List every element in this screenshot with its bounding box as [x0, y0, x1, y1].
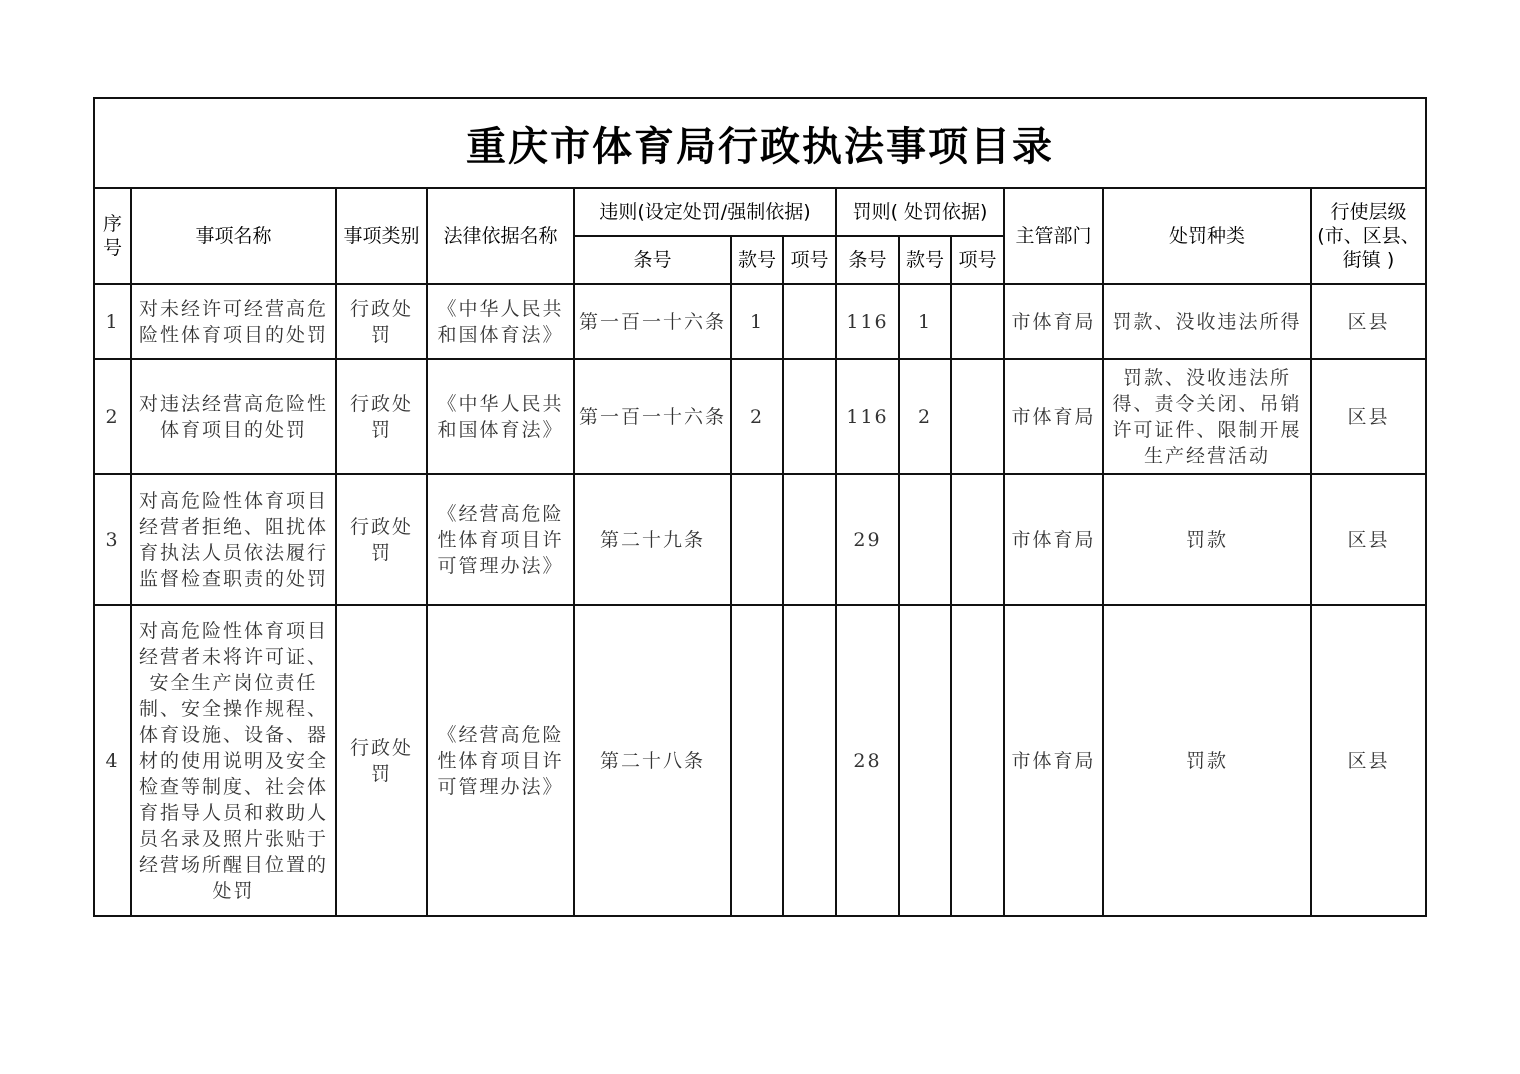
- cell-penalty-type: 罚款: [1103, 605, 1311, 916]
- cell-exercise-level: 区县: [1311, 359, 1426, 474]
- cell-item-name: 对未经许可经营高危险性体育项目的处罚: [131, 284, 336, 359]
- cell-p-clause: [899, 474, 951, 605]
- cell-exercise-level: 区县: [1311, 605, 1426, 916]
- cell-v-item: [783, 284, 836, 359]
- cell-exercise-level: 区县: [1311, 284, 1426, 359]
- document-title: 重庆市体育局行政执法事项目录: [94, 98, 1426, 188]
- cell-v-clause: [731, 605, 783, 916]
- enforcement-catalog-table: [93, 97, 1427, 917]
- cell-v-item: [783, 605, 836, 916]
- cell-item-name: 对高危险性体育项目经营者拒绝、阻扰体育执法人员依法履行监督检查职责的处罚: [131, 474, 336, 605]
- cell-p-clause: 1: [899, 284, 951, 359]
- cell-p-item: [951, 474, 1004, 605]
- cell-v-article: 第二十八条: [574, 605, 731, 916]
- cell-department: 市体育局: [1004, 474, 1103, 605]
- cell-p-clause: [899, 605, 951, 916]
- cell-p-article: 28: [836, 605, 899, 916]
- cell-exercise-level: 区县: [1311, 474, 1426, 605]
- cell-p-clause: 2: [899, 359, 951, 474]
- cell-item-category: 行政处罚: [336, 284, 427, 359]
- cell-v-clause: 2: [731, 359, 783, 474]
- header-row-1: [94, 188, 1426, 236]
- cell-p-article: 116: [836, 359, 899, 474]
- header-v-clause: 款号: [731, 236, 783, 284]
- cell-legal-basis-name: 《中华人民共和国体育法》: [427, 284, 574, 359]
- header-seq: 序号: [94, 188, 131, 284]
- cell-legal-basis-name: 《经营高危险性体育项目许可管理办法》: [427, 474, 574, 605]
- cell-v-item: [783, 359, 836, 474]
- header-item-name: 事项名称: [131, 188, 336, 284]
- cell-item-name: 对违法经营高危险性体育项目的处罚: [131, 359, 336, 474]
- cell-p-item: [951, 284, 1004, 359]
- cell-p-article: 116: [836, 284, 899, 359]
- header-p-article: 条号: [836, 236, 899, 284]
- cell-v-item: [783, 474, 836, 605]
- cell-p-item: [951, 605, 1004, 916]
- header-v-item: 项号: [783, 236, 836, 284]
- cell-seq: 3: [94, 474, 131, 605]
- cell-seq: 4: [94, 605, 131, 916]
- cell-seq: 1: [94, 284, 131, 359]
- header-penalty-type: 处罚种类: [1103, 188, 1311, 284]
- cell-v-article: 第一百一十六条: [574, 359, 731, 474]
- cell-v-clause: 1: [731, 284, 783, 359]
- cell-item-category: 行政处罚: [336, 474, 427, 605]
- cell-v-clause: [731, 474, 783, 605]
- cell-item-category: 行政处罚: [336, 605, 427, 916]
- cell-p-article: 29: [836, 474, 899, 605]
- cell-item-category: 行政处罚: [336, 359, 427, 474]
- cell-penalty-type: 罚款: [1103, 474, 1311, 605]
- header-department: 主管部门: [1004, 188, 1103, 284]
- header-p-clause: 款号: [899, 236, 951, 284]
- table-row: [94, 474, 1426, 605]
- cell-department: 市体育局: [1004, 359, 1103, 474]
- cell-penalty-type: 罚款、没收违法所得、责令关闭、吊销许可证件、限制开展生产经营活动: [1103, 359, 1311, 474]
- header-p-item: 项号: [951, 236, 1004, 284]
- table-row: [94, 605, 1426, 916]
- cell-legal-basis-name: 《经营高危险性体育项目许可管理办法》: [427, 605, 574, 916]
- cell-penalty-type: 罚款、没收违法所得: [1103, 284, 1311, 359]
- cell-v-article: 第一百一十六条: [574, 284, 731, 359]
- header-violation-group: 违则(设定处罚/强制依据): [574, 188, 836, 236]
- header-v-article: 条号: [574, 236, 731, 284]
- cell-item-name: 对高危险性体育项目经营者未将许可证、安全生产岗位责任制、安全操作规程、体育设施、设备、器材的使用说明及安全检查等制度、社会体育指导人员和救助人员名录及照片张贴于经营场所醒目位置的处罚: [131, 605, 336, 916]
- header-exercise-level: 行使层级(市、区县、街镇 ): [1311, 188, 1426, 284]
- header-penalty-group: 罚则( 处罚依据): [836, 188, 1004, 236]
- table-row: [94, 359, 1426, 474]
- cell-v-article: 第二十九条: [574, 474, 731, 605]
- cell-p-item: [951, 359, 1004, 474]
- table-row: [94, 284, 1426, 359]
- cell-legal-basis-name: 《中华人民共和国体育法》: [427, 359, 574, 474]
- cell-department: 市体育局: [1004, 284, 1103, 359]
- header-item-category: 事项类别: [336, 188, 427, 284]
- header-legal-basis-name: 法律依据名称: [427, 188, 574, 284]
- cell-seq: 2: [94, 359, 131, 474]
- cell-department: 市体育局: [1004, 605, 1103, 916]
